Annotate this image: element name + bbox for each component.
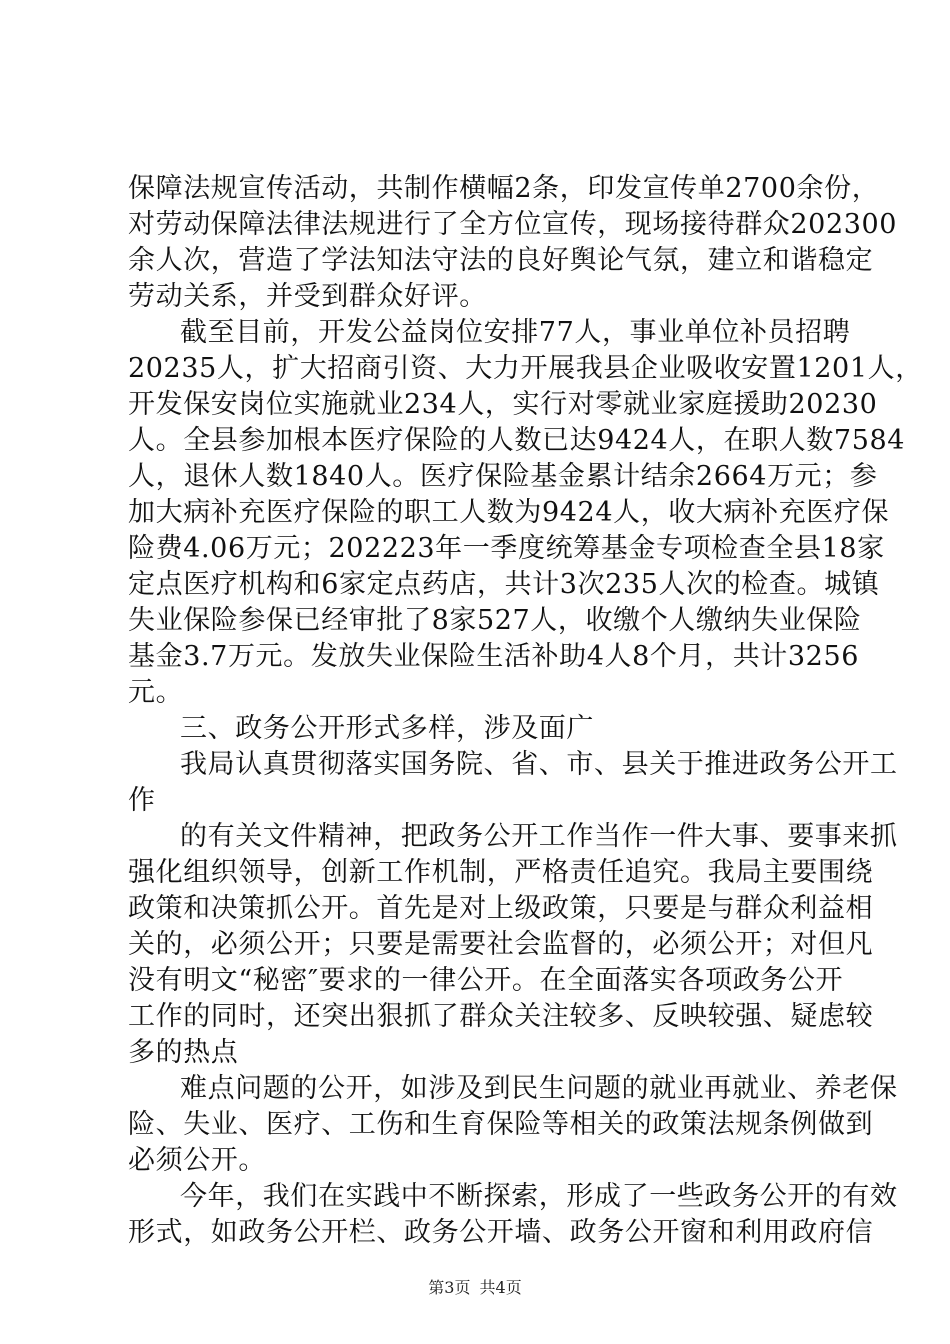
text-line: 作 bbox=[128, 785, 156, 816]
text-line: 险、失业、医疗、工伤和生育保险等相关的政策法规条例做到 bbox=[128, 1109, 874, 1140]
text-line: 元。 bbox=[128, 677, 184, 708]
text-line: 的有关文件精神，把政务公开工作当作一件大事、要事来抓 bbox=[180, 821, 898, 852]
page-number: 第3页 bbox=[428, 1278, 471, 1297]
text-line: 必须公开。 bbox=[128, 1145, 266, 1176]
text-line: 20235人，扩大招商引资、大力开展我县企业吸收安置1201人， bbox=[128, 353, 923, 384]
text-line: 政策和决策抓公开。首先是对上级政策，只要是与群众利益相 bbox=[128, 893, 874, 924]
text-line: 失业保险参保已经审批了8家527人，收缴个人缴纳失业保险 bbox=[128, 605, 862, 636]
text-line: 对劳动保障法律法规进行了全方位宣传，现场接待群众202300 bbox=[128, 209, 898, 240]
text-line: 今年，我们在实践中不断探索，形成了一些政务公开的有效 bbox=[180, 1181, 898, 1212]
text-line: 人。全县参加根本医疗保险的人数已达9424人，在职人数7584 bbox=[128, 425, 906, 456]
text-line: 强化组织领导，创新工作机制，严格责任追究。我局主要围绕 bbox=[128, 857, 874, 888]
text-line: 多的热点 bbox=[128, 1037, 239, 1068]
text-line: 人，退休人数1840人。医疗保险基金累计结余2664万元；参 bbox=[128, 461, 878, 492]
section-heading: 三、政务公开形式多样，涉及面广 bbox=[180, 713, 594, 744]
text-line: 难点问题的公开，如涉及到民生问题的就业再就业、养老保 bbox=[180, 1073, 898, 1104]
page-total: 共4页 bbox=[479, 1278, 522, 1297]
page-footer bbox=[0, 1277, 950, 1299]
text-line: 保障法规宣传活动，共制作横幅2条，印发宣传单2700余份， bbox=[128, 173, 880, 204]
text-line: 基金3.7万元。发放失业保险生活补助4人8个月，共计3256 bbox=[128, 641, 860, 672]
text-line: 形式，如政务公开栏、政务公开墙、政务公开窗和利用政府信 bbox=[128, 1217, 874, 1248]
text-line: 定点医疗机构和6家定点药店，共计3次235人次的检查。城镇 bbox=[128, 569, 880, 600]
text-line: 开发保安岗位实施就业234人，实行对零就业家庭援助20230 bbox=[128, 389, 878, 420]
text-line: 加大病补充医疗保险的职工人数为9424人，收大病补充医疗保 bbox=[128, 497, 890, 528]
text-line: 截至目前，开发公益岗位安排77人，事业单位补员招聘 bbox=[180, 317, 851, 348]
text-line: 我局认真贯彻落实国务院、省、市、县关于推进政务公开工 bbox=[180, 749, 898, 780]
text-line: 没有明文“秘密″要求的一律公开。在全面落实各项政务公开 bbox=[128, 965, 844, 996]
text-line: 余人次，营造了学法知法守法的良好舆论气氛，建立和谐稳定 bbox=[128, 245, 874, 276]
text-line: 险费4.06万元；202223年一季度统筹基金专项检查全县18家 bbox=[128, 533, 885, 564]
text-line: 劳动关系，并受到群众好评。 bbox=[128, 281, 487, 312]
text-line: 工作的同时，还突出狠抓了群众关注较多、反映较强、疑虑较 bbox=[128, 1001, 874, 1032]
text-line: 关的，必须公开；只要是需要社会监督的，必须公开；对但凡 bbox=[128, 929, 874, 960]
